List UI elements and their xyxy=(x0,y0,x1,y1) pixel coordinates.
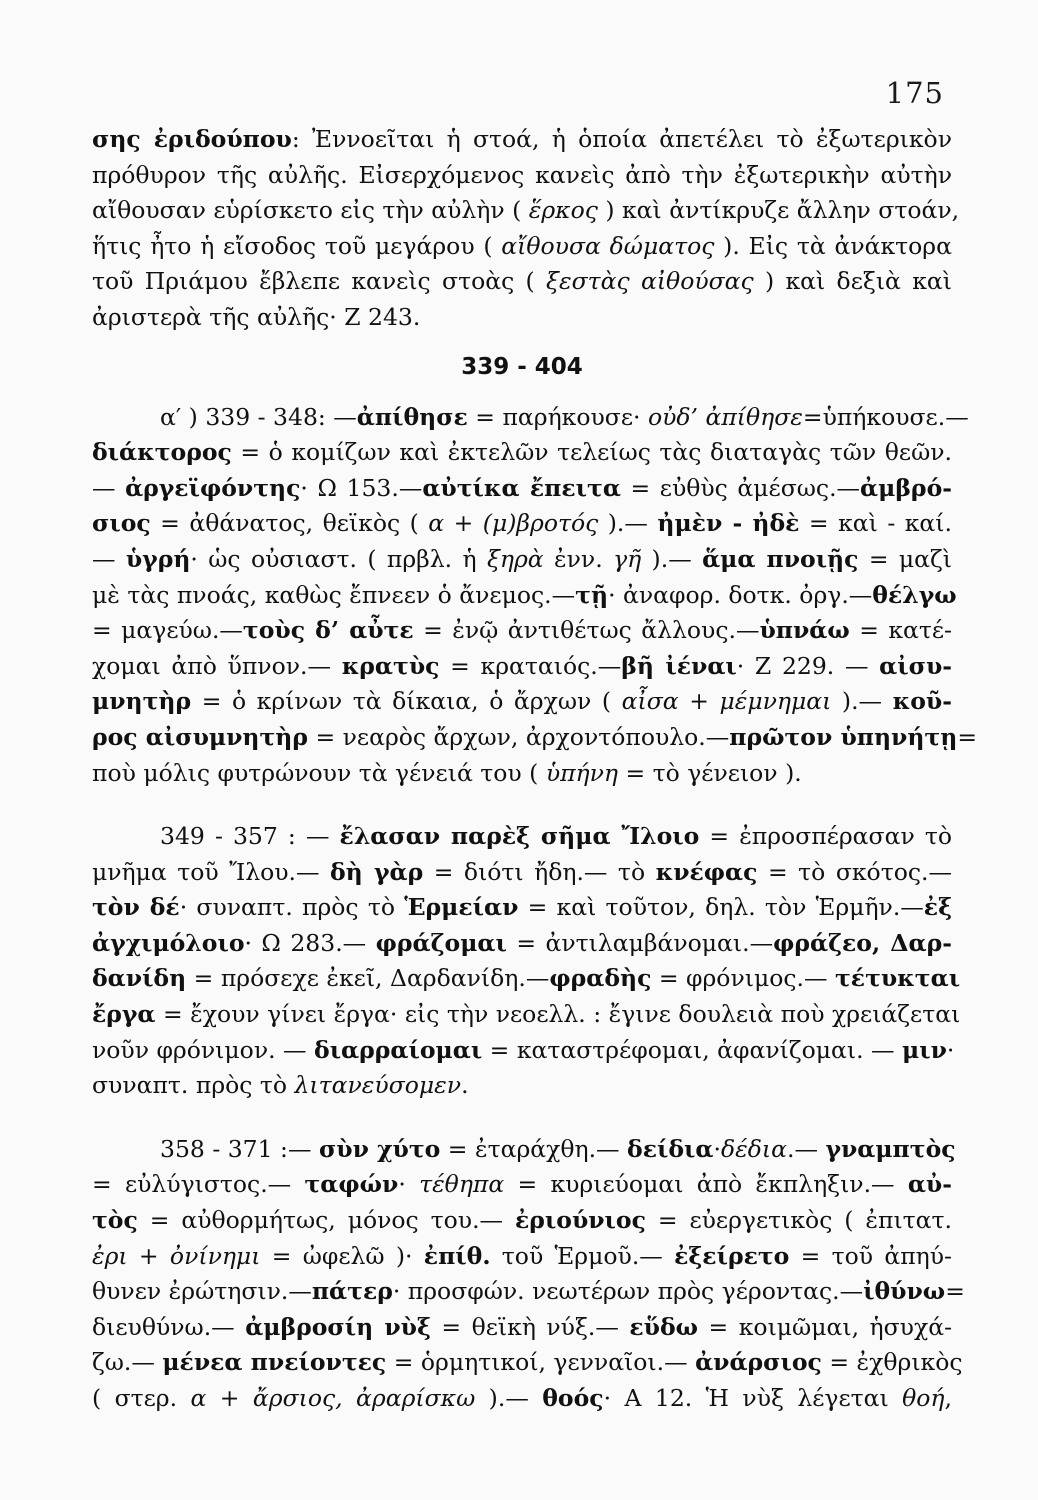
italic-term: αἶσα + μέμνημαι xyxy=(621,687,832,716)
text-line xyxy=(92,400,969,436)
italic-term: τέθηπα xyxy=(419,1170,505,1199)
headword: αἰσυ- xyxy=(879,651,952,680)
text-run: , xyxy=(944,1384,953,1412)
text-line xyxy=(92,756,952,792)
text-run: · ἀναφορ. δοτκ. ὀργ.— xyxy=(608,580,873,609)
headword: ἔλασαν παρὲξ σῆμα Ἴλοιο xyxy=(339,822,700,851)
text-run: — xyxy=(92,473,126,502)
text-line xyxy=(92,1239,952,1275)
paragraph-349-357 xyxy=(92,819,961,1104)
text-run: = κοιμῶμαι, ἡσυχά- xyxy=(698,1312,953,1341)
headword: διαρραίομαι xyxy=(314,1035,483,1064)
text-line xyxy=(92,926,952,962)
text-run: = ἐχθρικὸς xyxy=(821,1348,963,1377)
text-run: = εὐλύγιστος.— xyxy=(92,1170,305,1199)
text-run: · Ω 283.— xyxy=(244,928,376,957)
text-run: τοῦ Πριάμου ἔβλεπε κανεὶς στοὰς ( xyxy=(92,267,547,296)
text-run: μνῆμα τοῦ Ἴλου.— xyxy=(92,857,330,886)
text-run: . xyxy=(461,1071,469,1100)
headword: διάκτορος xyxy=(92,438,232,467)
text-line xyxy=(92,1381,952,1417)
text-run: ἀριστερὰ τῆς αὐλῆς· Ζ 243. xyxy=(92,302,421,331)
text-run: = εὐθὺς ἀμέσως.— xyxy=(620,473,861,502)
text-line xyxy=(92,122,952,158)
text-run: · ὡς οὐσιαστ. ( πρβλ. ἡ xyxy=(190,544,487,573)
text-run: = καὶ - καί. xyxy=(799,509,952,538)
text-run: συναπτ. πρὸς τὸ xyxy=(92,1071,295,1100)
text-run: = ἔχουν γίνει ἔργα· εἰς τὴν νεοελλ. : ἔγινε δουλειὰ ποὺ χρειάζεται xyxy=(155,1000,961,1029)
text-line xyxy=(92,997,961,1033)
text-run: ποὺ μόλις φυτρώνουν τὰ γένειά του ( xyxy=(92,758,546,787)
text-run: ἥτις ἦτο ἡ εἴσοδος τοῦ μεγάρου ( xyxy=(92,231,502,260)
text-line xyxy=(92,720,978,756)
text-line xyxy=(92,855,952,891)
text-run: .— xyxy=(787,1134,826,1163)
headword: ἀμβροσίη νὺξ xyxy=(245,1312,431,1341)
text-run: · Α 12. Ἡ νὺξ λέγεται xyxy=(603,1384,903,1412)
text-run: θυνεν ἐρώτησιν.— xyxy=(92,1277,312,1306)
headword: ἠμὲν - ἠδὲ xyxy=(657,509,800,538)
headword: τὸν δέ xyxy=(92,893,180,922)
top-paragraph xyxy=(92,122,960,336)
text-run: =ὑπήκουσε.— xyxy=(802,402,969,431)
headword: φράζομαι xyxy=(375,928,507,957)
text-run: = ἐταράχθη.— xyxy=(440,1134,628,1163)
headword: κνέφας xyxy=(655,857,758,886)
italic-term: θοή xyxy=(902,1384,945,1412)
headword: ἐξ xyxy=(923,893,953,922)
headword: μνητὴρ xyxy=(92,687,192,716)
headword: τοὺς δ’ αὖτε xyxy=(242,616,414,645)
headword: ὑγρή xyxy=(125,544,191,573)
text-line xyxy=(92,193,960,229)
headword: τῇ xyxy=(575,580,609,609)
headword: ἅμα πνοιῇς xyxy=(702,544,859,573)
headword: τέτυκται xyxy=(834,964,961,993)
headword: δανίδη xyxy=(92,964,187,993)
text-line xyxy=(92,1167,952,1203)
text-run: ).— xyxy=(831,687,893,716)
text-line xyxy=(92,684,952,720)
text-run: = διότι ἤδη.— τὸ xyxy=(423,857,656,886)
text-line xyxy=(92,264,952,300)
text-run: χομαι ἀπὸ ὕπνον.— xyxy=(92,651,342,680)
text-run: · συναπτ. πρὸς τὸ xyxy=(179,893,405,922)
text-line xyxy=(92,1033,955,1069)
italic-term: ξεστὰς αἰθούσας xyxy=(546,267,754,296)
text-run: — xyxy=(92,544,126,573)
headword: μιν xyxy=(902,1035,947,1064)
text-run: διευθύνω.— xyxy=(92,1312,246,1341)
headword: θοός xyxy=(542,1384,604,1412)
headword: πρῶτον ὑπηνήτῃ xyxy=(729,722,958,751)
headword: ἀργεϊφόντης xyxy=(125,473,301,502)
text-run: = θεϊκὴ νύξ.— xyxy=(430,1312,630,1341)
italic-term: οὐδ’ ἀπίθησε xyxy=(647,402,803,431)
text-run: πρόθυρον τῆς αὐλῆς. Εἰσερχόμενος κανεὶς ἀπὸ τὴν ἐξωτερικὴν αὐτὴν xyxy=(92,160,952,189)
text-run: : Ἐννοεῖται ἡ στοά, ἡ ὁποία ἀπετέλει τὸ ἐξωτερικὸν xyxy=(291,125,952,153)
text-line xyxy=(92,506,952,542)
text-run: · Ω 153.— xyxy=(300,473,423,502)
text-run: = ὁ κομίζων καὶ ἐκτελῶν τελείως τὰς διαταγὰς τῶν θεῶν. xyxy=(231,438,952,467)
text-run: ἐνν. xyxy=(543,544,614,573)
headword: ἐξείρετο xyxy=(674,1241,790,1270)
text-run: = xyxy=(957,722,978,751)
text-line xyxy=(92,300,952,336)
text-run: ).— xyxy=(598,509,658,538)
text-run: = κατέ- xyxy=(849,616,953,645)
text-run: ) καὶ δεξιὰ καὶ xyxy=(753,267,952,296)
text-run: · Ζ 229. — xyxy=(736,651,880,680)
headword: ἀμβρό- xyxy=(860,473,952,502)
text-run: ζω.— xyxy=(92,1348,163,1377)
text-run: = κυριεύομαι ἀπὸ ἔκπληξιν.— xyxy=(504,1170,908,1199)
headword: ἀνάρσιος xyxy=(695,1348,822,1377)
headword: εὕδω xyxy=(629,1312,699,1341)
text-line xyxy=(92,471,952,507)
headword: φράζεο, Δαρ- xyxy=(773,928,952,957)
text-run: ).— xyxy=(641,544,703,573)
headword: κοῦ- xyxy=(892,687,952,716)
text-run: = ἀθάνατος, θεϊκὸς ( xyxy=(150,509,429,538)
text-line xyxy=(92,229,952,265)
text-line xyxy=(92,819,952,855)
italic-term: ἕρκος xyxy=(528,196,598,225)
text-run: = ἀντιλαμβάνομαι.— xyxy=(506,928,774,957)
text-line xyxy=(92,613,952,649)
headword: πάτερ xyxy=(311,1277,393,1306)
text-run: = xyxy=(945,1277,965,1306)
text-run: = φρόνιμος.— xyxy=(651,964,835,993)
text-run: = ὁρμητικοί, γενναῖοι.— xyxy=(386,1348,696,1377)
text-run: 358 - 371 :— xyxy=(160,1134,319,1163)
text-run: τοῦ Ἑρμοῦ.— xyxy=(490,1241,675,1270)
text-line xyxy=(92,1203,952,1239)
paragraph-339-348 xyxy=(92,400,978,792)
headword: ἐπίθ. xyxy=(423,1241,491,1270)
text-run: = παρήκουσε· xyxy=(467,402,648,431)
text-run: · xyxy=(713,1134,721,1163)
italic-term: αἴθουσα δώματος xyxy=(501,231,715,260)
text-run: = πρόσεχε ἐκεῖ, Δαρδανίδη.— xyxy=(186,964,550,993)
text-run: = ἐνῷ ἀντιθέτως ἄλλους.— xyxy=(413,616,760,645)
paragraph-358-371 xyxy=(92,1132,965,1417)
page-number: 175 xyxy=(885,76,944,110)
headword: ἰθύνω xyxy=(863,1277,946,1306)
italic-term: γῆ xyxy=(613,544,642,573)
section-heading: 339 - 404 xyxy=(461,353,583,380)
text-line xyxy=(92,435,952,471)
text-run: μὲ τὰς πνοάς, καθὼς ἔπνεεν ὁ ἄνεμος.— xyxy=(92,580,576,609)
headword: ἀπίθησε xyxy=(356,402,468,431)
text-run: = τὸ σκότος.— xyxy=(757,857,952,886)
text-run: ). Εἰς τὰ ἀνάκτορα xyxy=(714,231,952,260)
headword: ἔργα xyxy=(92,1000,156,1029)
text-line xyxy=(92,1274,965,1310)
text-run: · προσφών. νεωτέρων πρὸς γέροντας.— xyxy=(392,1277,864,1306)
headword: αὐ- xyxy=(907,1170,952,1199)
italic-term: α + (μ)βροτός xyxy=(428,509,599,538)
text-line xyxy=(92,890,952,926)
text-line xyxy=(92,542,952,578)
text-line xyxy=(92,1310,952,1346)
paragraph-gap xyxy=(92,1104,952,1132)
text-line xyxy=(92,158,952,194)
headword: Ἑρμείαν xyxy=(404,893,519,922)
text-run: = τὸ γένειον ). xyxy=(618,758,802,787)
text-run: = μαγεύω.— xyxy=(92,616,243,645)
page-text xyxy=(92,122,978,1417)
text-run: = καταστρέφομαι, ἀφανίζομαι. — xyxy=(482,1035,903,1064)
text-run: 349 - 357 : — xyxy=(160,822,340,851)
text-line xyxy=(92,1345,963,1381)
headword: ἀγχιμόλοιο xyxy=(92,928,245,957)
text-run: = νεαρὸς ἄρχων, ἀρχοντόπουλο.— xyxy=(308,722,730,751)
text-run: ( στερ. xyxy=(92,1384,191,1412)
text-run: = εὐεργετικὸς ( ἐπιτατ. xyxy=(645,1206,952,1235)
text-run: αἴθουσαν εὑρίσκετο εἰς τὴν αὐλὴν ( xyxy=(92,196,529,225)
text-line xyxy=(92,961,961,997)
text-run: = καὶ τοῦτον, δηλ. τὸν Ἑρμῆν.— xyxy=(518,893,924,922)
text-run: ).— xyxy=(475,1384,543,1412)
text-run: · xyxy=(398,1170,420,1199)
text-line xyxy=(92,649,952,685)
text-run: = τοῦ ἀπηύ- xyxy=(789,1241,952,1270)
headword: δείδια xyxy=(627,1134,714,1163)
text-run: νοῦν φρόνιμον. — xyxy=(92,1035,315,1064)
paragraph-gap xyxy=(92,791,952,819)
italic-term: ἐρι + ὀνίνημι xyxy=(92,1241,261,1270)
headword: θέλγω xyxy=(872,580,957,609)
italic-term: ὑπήνη xyxy=(545,758,619,787)
text-run: = ἐπροσπέρασαν τὸ xyxy=(699,822,952,851)
italic-term: δέδια xyxy=(721,1134,787,1163)
headword: σιος xyxy=(92,509,151,538)
headword: ὑπνάω xyxy=(759,616,850,645)
headword: βῆ ἰέναι xyxy=(621,651,737,680)
text-run: = κραταιός.— xyxy=(439,651,622,680)
text-run: = ὁ κρίνων τὰ δίκαια, ὁ ἄρχων ( xyxy=(191,687,622,716)
headword: ρος αἰσυμνητὴρ xyxy=(92,722,308,751)
text-run: α′ ) 339 - 348: — xyxy=(160,402,357,431)
italic-term: α + ἄρσιος, ἀραρίσκω xyxy=(190,1384,476,1412)
italic-term: λιτανεύσομεν xyxy=(294,1071,462,1100)
headword: γναμπτὸς xyxy=(825,1134,956,1163)
headword: σης ἐριδούπου xyxy=(92,125,292,153)
text-run: = αὐθορμήτως, μόνος του.— xyxy=(137,1206,515,1235)
text-run: = ὠφελῶ )· xyxy=(260,1241,424,1270)
text-line xyxy=(92,1068,952,1104)
headword: ἐριούνιος xyxy=(514,1206,646,1235)
headword: μένεα πνείοντες xyxy=(162,1348,387,1377)
headword: ταφών xyxy=(304,1170,399,1199)
headword: σὺν χύτο xyxy=(318,1134,441,1163)
headword: δὴ γὰρ xyxy=(330,857,424,886)
text-run: = μαζὶ xyxy=(858,544,952,573)
text-line xyxy=(92,578,957,614)
text-run: · xyxy=(946,1035,955,1064)
headword: τὸς xyxy=(92,1206,138,1235)
headword: αὐτίκα ἔπειτα xyxy=(422,473,621,502)
headword: κρατὺς xyxy=(341,651,440,680)
italic-term: ξηρὰ xyxy=(486,544,544,573)
text-line xyxy=(92,1132,956,1168)
text-run: ) καὶ ἀντίκρυζε ἄλλην στοάν, xyxy=(597,196,960,225)
headword: φραδὴς xyxy=(549,964,652,993)
